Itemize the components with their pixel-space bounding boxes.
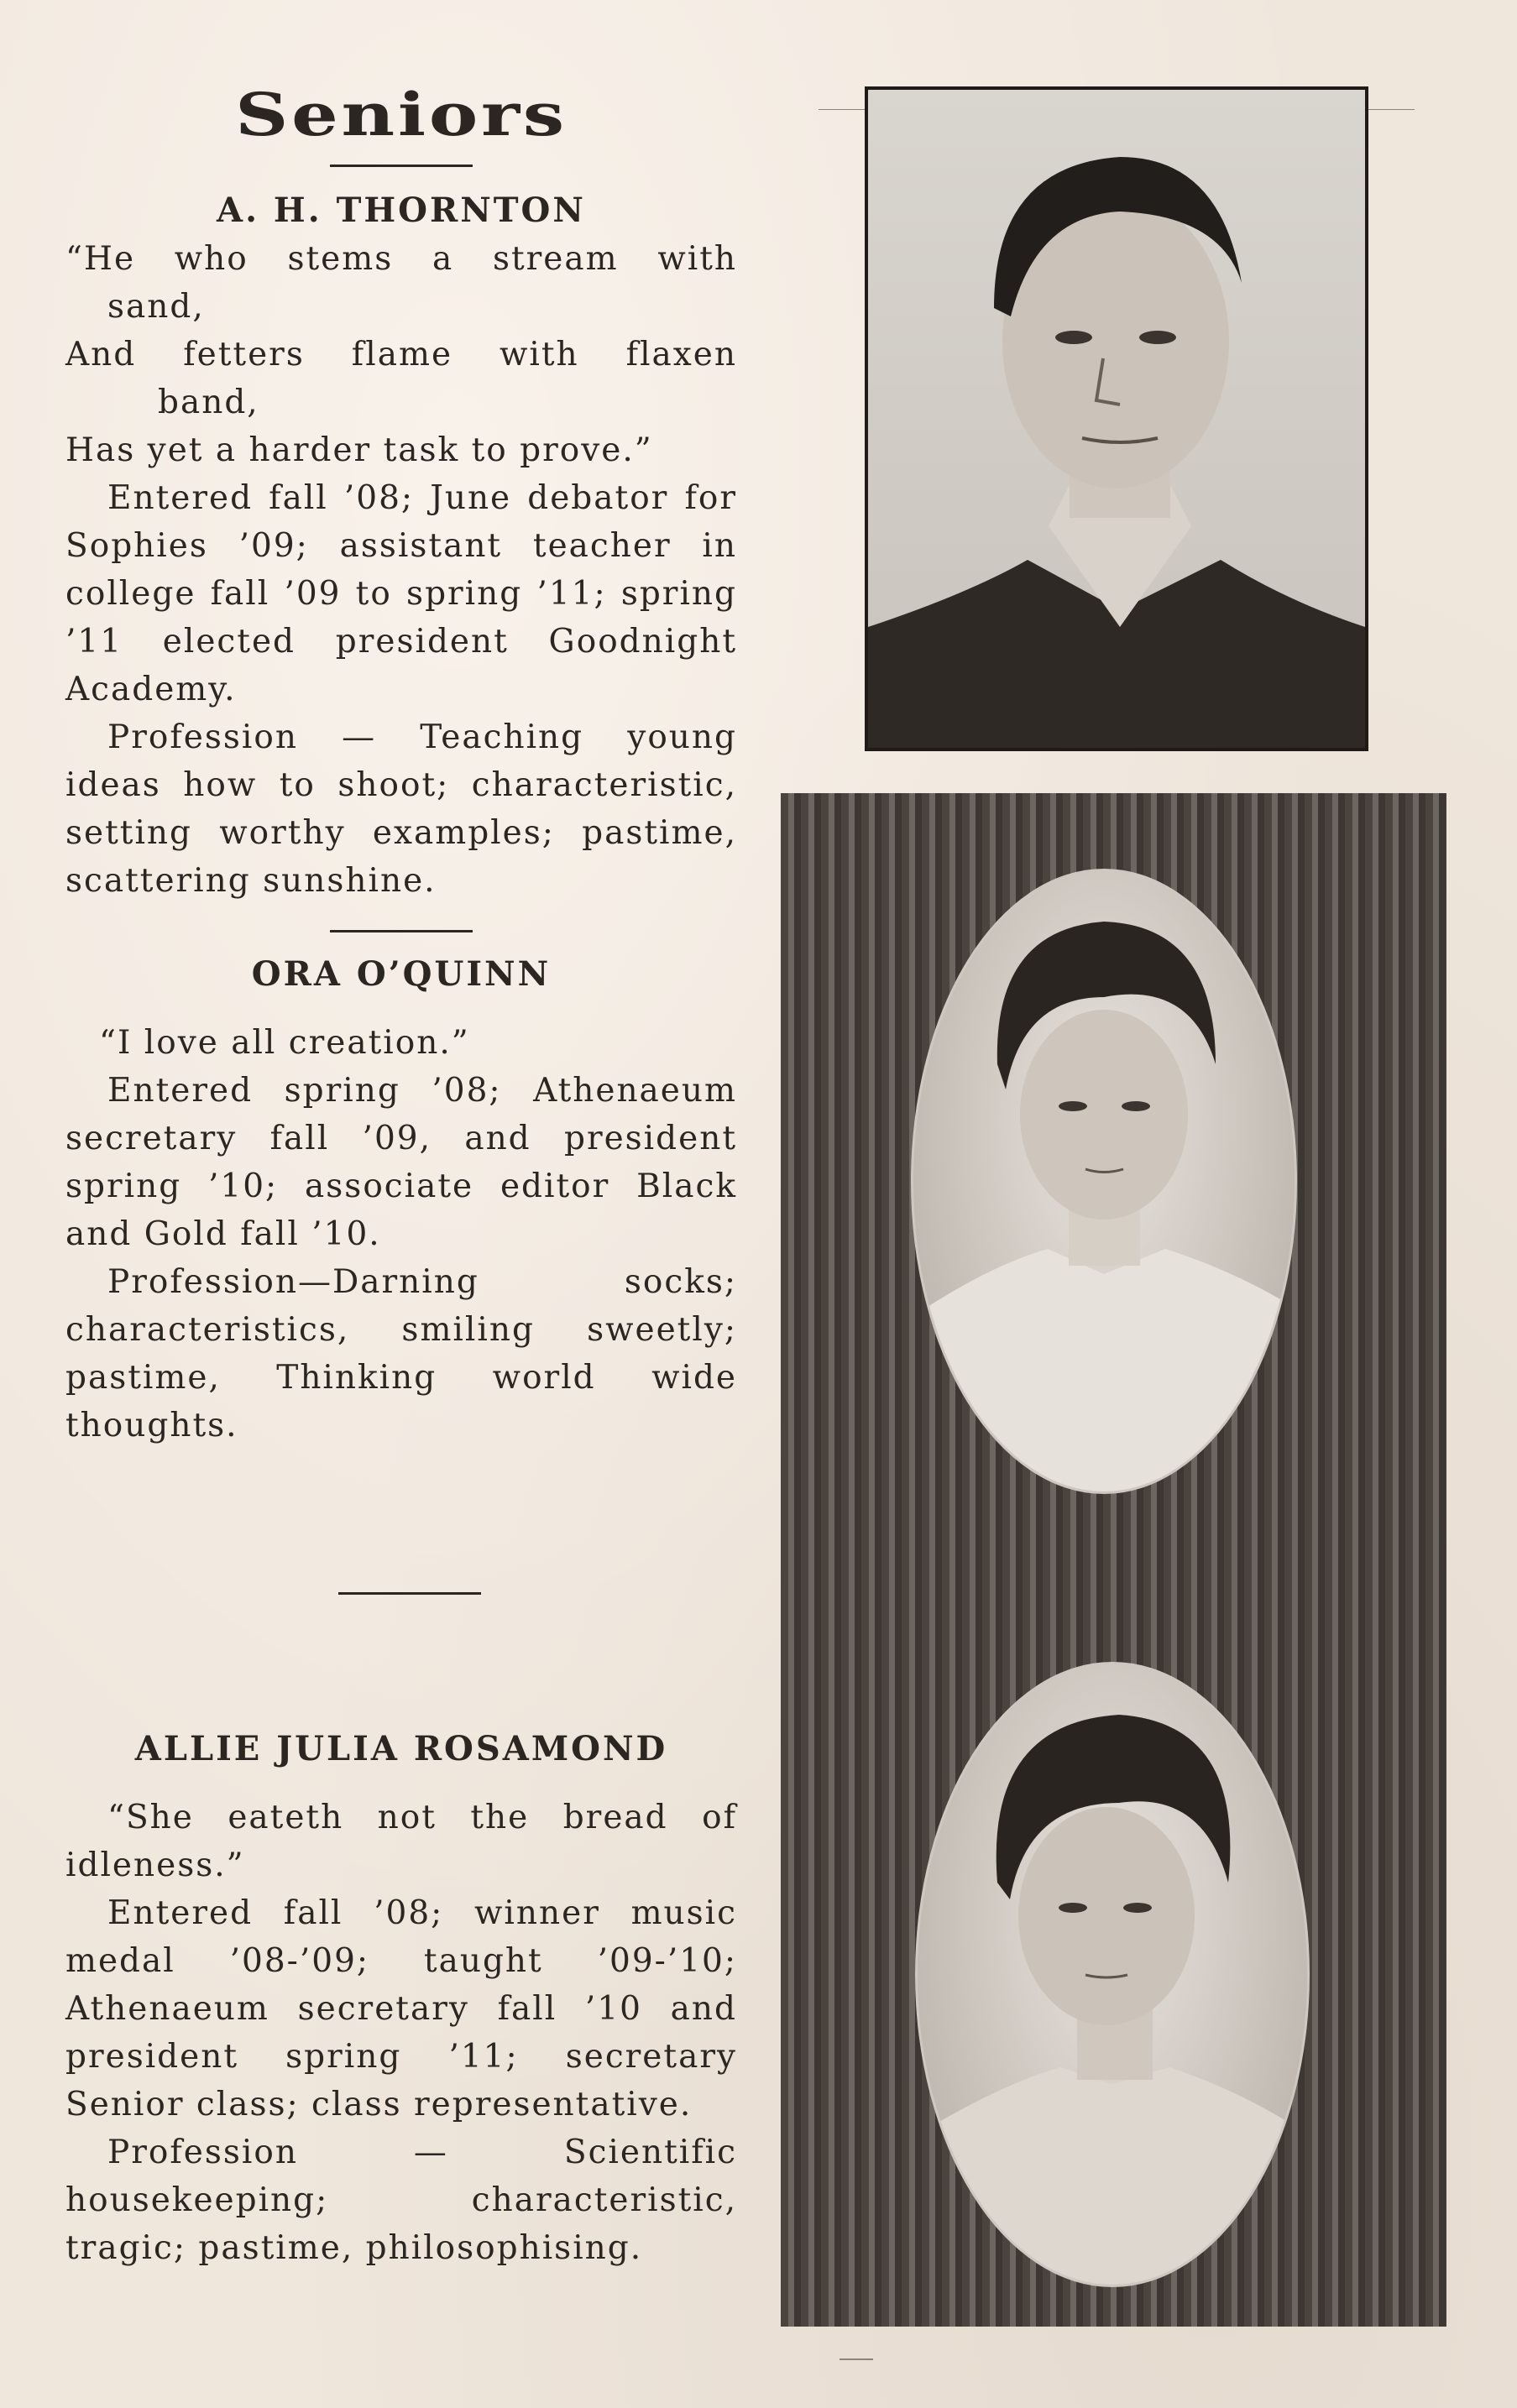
quote-line: Has yet a harder task to prove.”	[65, 431, 653, 469]
portrait-panel	[781, 793, 1446, 2327]
senior-quote	[65, 235, 737, 474]
section-rule	[330, 930, 473, 932]
senior-name: ALLIE JULIA ROSAMOND	[134, 1729, 668, 1768]
senior-entry-oquinn	[65, 954, 737, 1450]
quote-line: sand,	[107, 288, 205, 326]
senior-quote: “I love all creation.”	[99, 1024, 470, 1062]
senior-profession: Profession — Scientific housekeeping; characteristic, tragic; pastime, philosophising.	[65, 2134, 737, 2267]
section-rule	[338, 1592, 481, 1595]
page-title: Seniors	[235, 80, 568, 149]
smudge-mark	[840, 2358, 873, 2360]
portrait-thornton	[865, 86, 1368, 751]
senior-record: Entered fall ’08; winner music medal ’08-’09; taught ’09-’10; Athenaeum secretary fall ’10 and president spring ’11; secretary Senior class; class representative.	[65, 1894, 737, 2123]
quote-line: And fetters flame with flaxen	[65, 336, 737, 373]
portrait-rosamond	[915, 1662, 1310, 2287]
senior-profession: Profession — Teaching young ideas how to shoot; characteristic, setting worthy examples; pastime, scattering sunshine.	[65, 718, 737, 900]
senior-name: A. H. THORNTON	[217, 191, 586, 230]
senior-entry-thornton	[65, 191, 737, 905]
portrait-oquinn	[911, 869, 1297, 1494]
senior-entry-rosamond	[65, 1729, 737, 2272]
text-column	[65, 80, 737, 2272]
quote-line: band,	[158, 384, 259, 421]
senior-record: Entered fall ’08; June debator for Sophies ’09; assistant teacher in college fall ’09 to spring ’11; spring ’11 elected president Goodnight Academy.	[65, 479, 737, 708]
senior-name: ORA O’QUINN	[251, 954, 552, 994]
senior-profession: Profession—Darning socks; characteristics, smiling sweetly; pastime, Thinking world wide thoughts.	[65, 1263, 737, 1444]
man-portrait-icon	[868, 90, 1365, 748]
senior-record: Entered spring ’08; Athenaeum secretary fall ’09, and president spring ’10; associate editor Black and Gold fall ’10.	[65, 1072, 737, 1253]
woman-portrait-icon	[918, 1664, 1307, 2285]
quote-line: “He who stems a stream with	[65, 240, 737, 278]
senior-quote: “She eateth not the bread of idleness.”	[65, 1799, 737, 1884]
woman-portrait-icon	[913, 871, 1295, 1491]
title-rule	[330, 165, 473, 167]
